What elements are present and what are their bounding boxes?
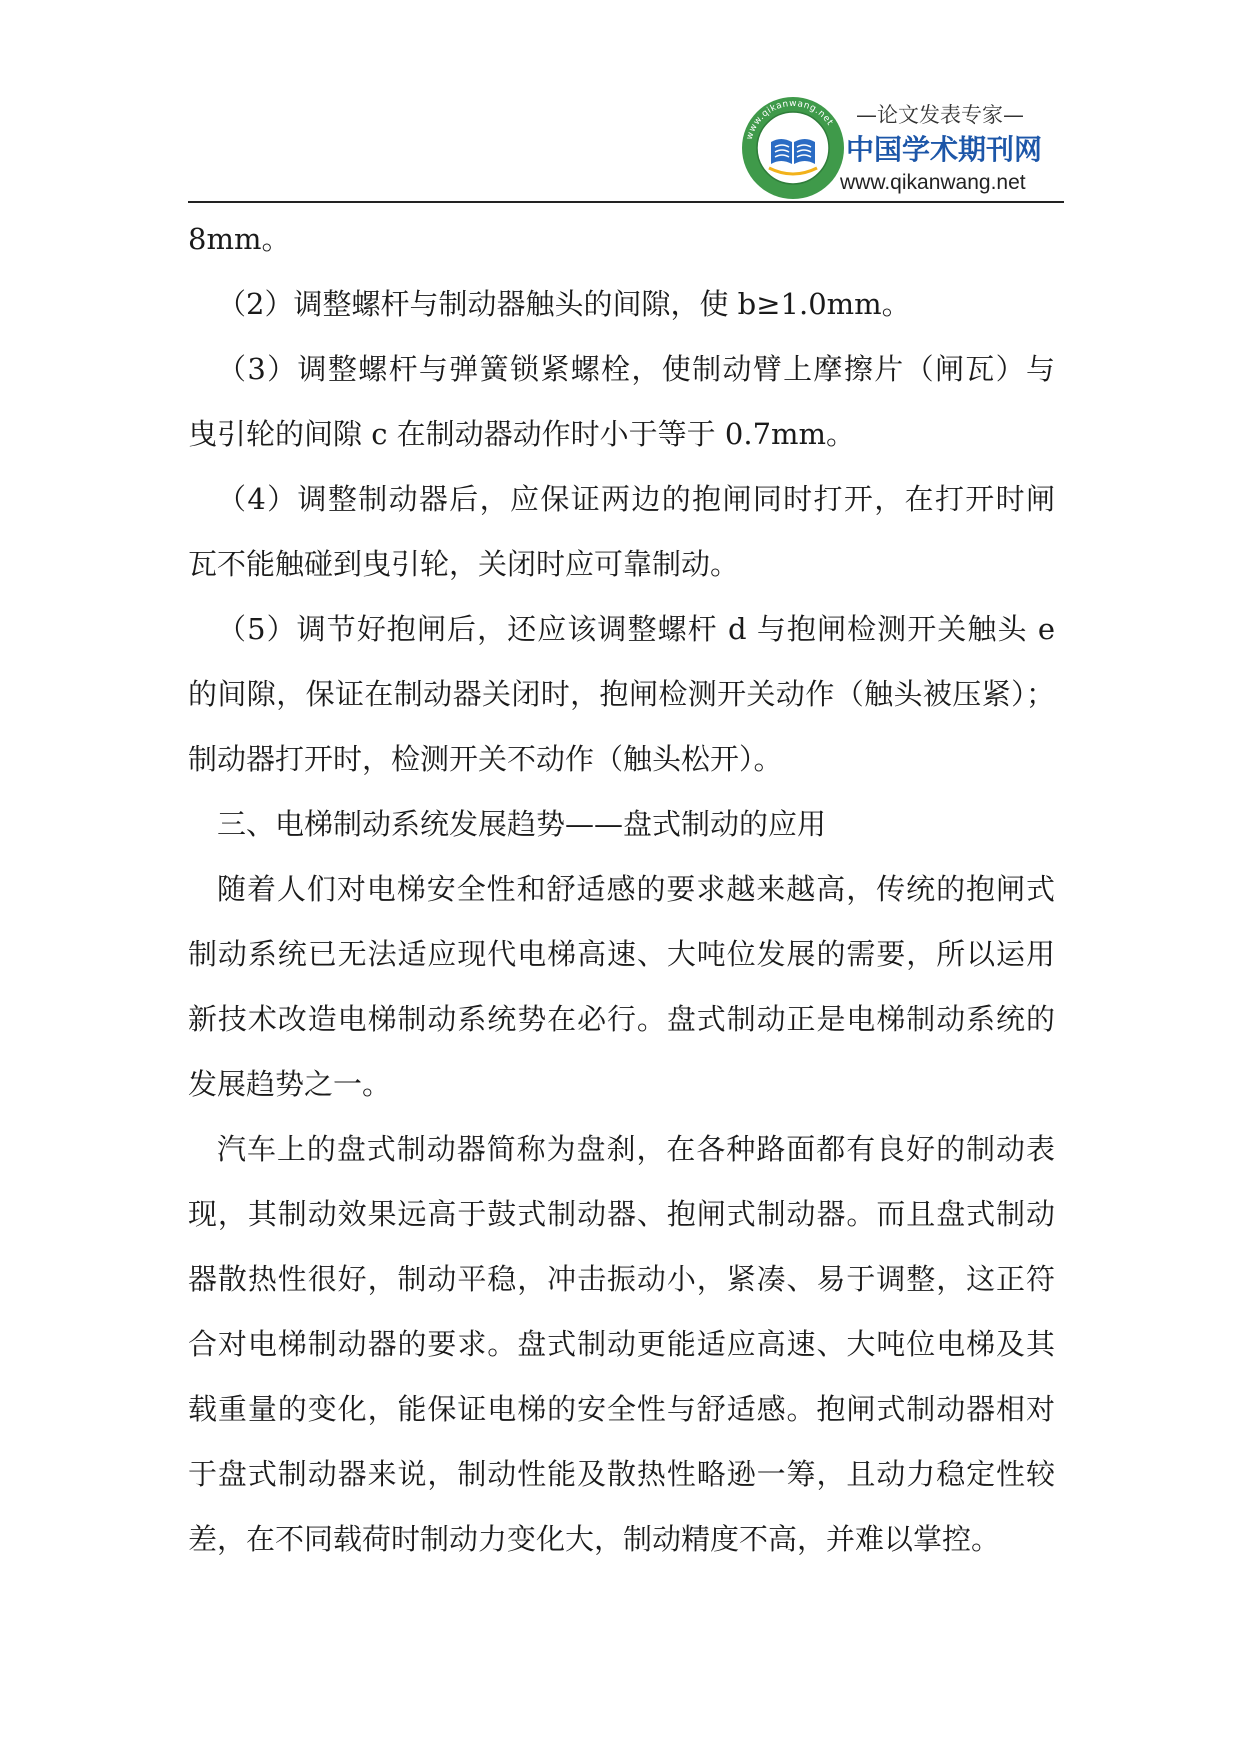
body-line: （5）调节好抱闸后，还应该调整螺杆 d 与抱闸检测开关触头 e — [217, 612, 1055, 646]
body-line: 汽车上的盘式制动器简称为盘刹，在各种路面都有良好的制动表 — [217, 1132, 1055, 1166]
paragraph — [188, 857, 1055, 1117]
body-line: 制动系统已无法适应现代电梯高速、大吨位发展的需要，所以运用 — [188, 937, 1055, 971]
body-line: （2）调整螺杆与制动器触头的间隙，使 b≥1.0mm。 — [217, 287, 911, 321]
section-heading — [188, 792, 1055, 857]
document-body — [188, 207, 1055, 1572]
site-logo — [741, 96, 845, 200]
body-line: （3）调整螺杆与弹簧锁紧螺栓，使制动臂上摩擦片（闸瓦）与 — [217, 352, 1055, 386]
paragraph — [188, 597, 1055, 792]
body-line: 曳引轮的间隙 c 在制动器动作时小于等于 0.7mm。 — [188, 417, 856, 451]
body-line: 器散热性很好，制动平稳，冲击振动小，紧凑、易于调整，这正符 — [188, 1262, 1055, 1296]
site-url: www.qikanwang.net — [840, 171, 1026, 194]
body-line: 瓦不能触碰到曳引轮，关闭时应可靠制动。 — [188, 547, 740, 581]
body-line: 新技术改造电梯制动系统势在必行。盘式制动正是电梯制动系统的 — [188, 1002, 1055, 1036]
site-tagline: —论文发表专家— — [856, 103, 1024, 127]
paragraph — [188, 1117, 1055, 1572]
body-line: 于盘式制动器来说，制动性能及散热性略逊一筹，且动力稳定性较 — [188, 1457, 1055, 1491]
logo-seal-icon — [741, 96, 845, 200]
body-line: 合对电梯制动器的要求。盘式制动更能适应高速、大吨位电梯及其 — [188, 1327, 1055, 1361]
body-line: 载重量的变化，能保证电梯的安全性与舒适感。抱闸式制动器相对 — [188, 1392, 1055, 1426]
paragraph — [188, 337, 1055, 467]
body-line: 8mm。 — [188, 222, 291, 256]
body-line: 的间隙，保证在制动器关闭时，抱闸检测开关动作（触头被压紧）； — [188, 677, 1055, 711]
header-rule — [188, 201, 1064, 203]
logo-ring-text-path: www.qikanwang.net — [744, 98, 835, 141]
paragraph — [188, 467, 1055, 597]
body-line: 现，其制动效果远高于鼓式制动器、抱闸式制动器。而且盘式制动 — [188, 1197, 1055, 1231]
paragraph — [188, 207, 1055, 272]
body-line: 差，在不同载荷时制动力变化大，制动精度不高，并难以掌控。 — [188, 1522, 1001, 1556]
site-name: 中国学术期刊网 — [846, 133, 1043, 166]
body-line: 随着人们对电梯安全性和舒适感的要求越来越高，传统的抱闸式 — [217, 872, 1055, 906]
body-line: 制动器打开时，检测开关不动作（触头松开）。 — [188, 742, 783, 776]
body-line: （4）调整制动器后，应保证两边的抱闸同时打开，在打开时闸 — [217, 482, 1055, 516]
body-line: 发展趋势之一。 — [188, 1067, 392, 1101]
paragraph — [188, 272, 1055, 337]
section-heading-text: 三、电梯制动系统发展趋势——盘式制动的应用 — [217, 807, 827, 841]
